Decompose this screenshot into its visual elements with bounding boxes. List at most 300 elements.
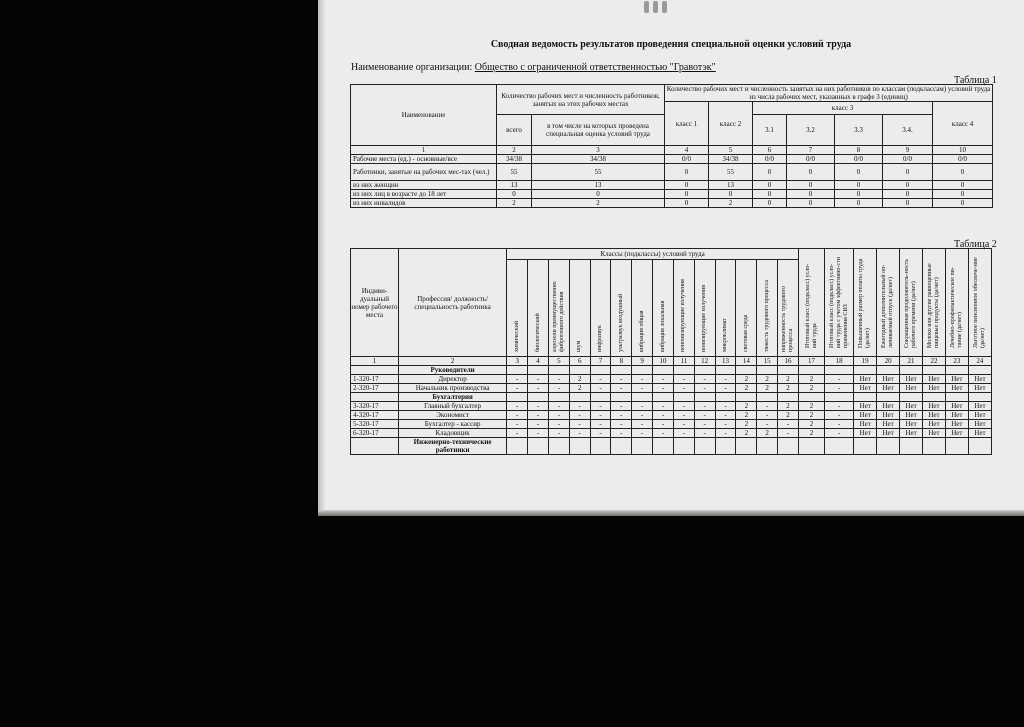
row-value: - bbox=[715, 420, 736, 429]
row-value: Нет bbox=[900, 411, 923, 420]
section-empty bbox=[694, 438, 715, 455]
table-row bbox=[351, 181, 993, 190]
row-value: - bbox=[673, 384, 694, 393]
column-number: 3 bbox=[532, 146, 665, 155]
row-value: - bbox=[569, 402, 590, 411]
page-edge bbox=[318, 510, 1024, 516]
row-name: из них инвалидов bbox=[351, 199, 497, 208]
header-count: Количество рабочих мест и численность работников, занятых на этих рабочих местах bbox=[497, 85, 665, 115]
row-value: 0 bbox=[933, 181, 993, 190]
row-value: 2 bbox=[757, 375, 778, 384]
column-number: 14 bbox=[736, 357, 757, 366]
row-value: Нет bbox=[922, 420, 945, 429]
column-number: 19 bbox=[854, 357, 877, 366]
table-row bbox=[351, 164, 993, 181]
header-extra bbox=[825, 249, 854, 357]
row-value: 0 bbox=[665, 199, 709, 208]
row-value: - bbox=[611, 420, 632, 429]
row-value: - bbox=[715, 402, 736, 411]
header-row bbox=[351, 85, 993, 102]
row-value: - bbox=[694, 375, 715, 384]
header-factor bbox=[548, 260, 569, 357]
row-name: Работники, занятые на рабочих мес-тах (чел.) bbox=[351, 164, 497, 181]
row-value: - bbox=[528, 420, 549, 429]
section-empty bbox=[922, 393, 945, 402]
row-value: - bbox=[632, 411, 653, 420]
column-number: 22 bbox=[922, 357, 945, 366]
row-name: из них лиц в возрасте до 18 лет bbox=[351, 190, 497, 199]
section-empty bbox=[528, 438, 549, 455]
section-row bbox=[351, 393, 992, 402]
column-number: 6 bbox=[569, 357, 590, 366]
header-extra bbox=[799, 249, 825, 357]
vertical-header-text: Льготное пенсионное обеспече-ние (да/нет) bbox=[972, 256, 986, 348]
row-value: - bbox=[825, 384, 854, 393]
row-value: 0 bbox=[665, 190, 709, 199]
header-extra bbox=[945, 249, 968, 357]
row-value: - bbox=[778, 429, 799, 438]
row-value: 0 bbox=[787, 164, 835, 181]
row-value: - bbox=[528, 375, 549, 384]
row-value: - bbox=[673, 402, 694, 411]
header-extra bbox=[854, 249, 877, 357]
section-empty bbox=[694, 366, 715, 375]
section-empty bbox=[548, 366, 569, 375]
vertical-header-text: химический bbox=[513, 320, 520, 352]
section-empty bbox=[548, 438, 569, 455]
vertical-header-text: Ежегодный дополнительный оп-лачиваемый отпуск (да/нет) bbox=[881, 264, 895, 348]
section-empty bbox=[854, 438, 877, 455]
row-value: - bbox=[548, 411, 569, 420]
row-value: - bbox=[548, 429, 569, 438]
header-factor bbox=[590, 260, 611, 357]
row-value: 2 bbox=[799, 402, 825, 411]
row-value: Нет bbox=[968, 411, 991, 420]
column-number: 13 bbox=[715, 357, 736, 366]
profession: Начальник производства bbox=[398, 384, 506, 393]
row-value: - bbox=[653, 420, 674, 429]
row-value: - bbox=[715, 384, 736, 393]
vertical-header-text: Молоко или другие равноценные пищевые продукты (да/нет) bbox=[926, 262, 940, 348]
vertical-header-text: инфразвук bbox=[597, 325, 604, 352]
row-value: - bbox=[507, 384, 528, 393]
row-value: - bbox=[590, 375, 611, 384]
section-empty bbox=[611, 393, 632, 402]
row-value: Нет bbox=[922, 429, 945, 438]
row-value: Нет bbox=[968, 420, 991, 429]
row-value: Нет bbox=[877, 375, 900, 384]
row-value: Нет bbox=[945, 375, 968, 384]
row-value: 0/0 bbox=[665, 155, 709, 164]
section-empty bbox=[877, 438, 900, 455]
table-row bbox=[351, 199, 993, 208]
row-value: 0 bbox=[835, 164, 883, 181]
vertical-header-text: шум bbox=[576, 340, 583, 352]
section-empty bbox=[945, 366, 968, 375]
section-empty bbox=[922, 366, 945, 375]
row-value: - bbox=[590, 411, 611, 420]
row-value: Нет bbox=[945, 402, 968, 411]
row-value: 2 bbox=[778, 384, 799, 393]
column-number: 11 bbox=[673, 357, 694, 366]
section-empty bbox=[877, 393, 900, 402]
row-value: 2 bbox=[736, 384, 757, 393]
row-value: 0 bbox=[753, 164, 787, 181]
row-value: Нет bbox=[900, 402, 923, 411]
row-value: - bbox=[590, 420, 611, 429]
row-value: - bbox=[778, 420, 799, 429]
document-title: Сводная ведомость результатов проведения специальной оценки условий труда bbox=[490, 39, 852, 50]
section-empty bbox=[945, 393, 968, 402]
row-value: Нет bbox=[900, 420, 923, 429]
section-empty bbox=[799, 438, 825, 455]
row-value: - bbox=[548, 384, 569, 393]
row-value: 0/0 bbox=[787, 155, 835, 164]
row-value: 0 bbox=[665, 181, 709, 190]
section-empty bbox=[825, 438, 854, 455]
profession: Экономист bbox=[398, 411, 506, 420]
column-number: 12 bbox=[694, 357, 715, 366]
vertical-header-text: световая среда bbox=[742, 314, 749, 352]
section-empty bbox=[736, 393, 757, 402]
section-row bbox=[351, 366, 992, 375]
section-empty bbox=[736, 366, 757, 375]
row-value: - bbox=[653, 384, 674, 393]
header-total: всего bbox=[497, 115, 532, 146]
column-number: 2 bbox=[398, 357, 506, 366]
row-value: - bbox=[653, 375, 674, 384]
row-value: 2 bbox=[569, 375, 590, 384]
header-assessed: в том числе на которых проведена специальная оценка условий труда bbox=[532, 115, 665, 146]
document-page bbox=[318, 0, 1024, 510]
row-value: Нет bbox=[854, 420, 877, 429]
column-number: 15 bbox=[757, 357, 778, 366]
row-value: 0 bbox=[787, 181, 835, 190]
vertical-header-text: аэрозоли преимущественно фиброгенного действия bbox=[551, 281, 565, 352]
profession: Директор bbox=[398, 375, 506, 384]
table-row bbox=[351, 384, 992, 393]
row-value: 0 bbox=[933, 164, 993, 181]
section-empty bbox=[507, 366, 528, 375]
row-value: - bbox=[694, 429, 715, 438]
section-empty bbox=[632, 393, 653, 402]
row-value: 0 bbox=[835, 199, 883, 208]
section-title: Инженерно-технические работники bbox=[398, 438, 506, 455]
vertical-header-text: Повышенный размер оплаты труда (да/нет) bbox=[858, 258, 872, 348]
header-factor bbox=[569, 260, 590, 357]
row-value: - bbox=[653, 429, 674, 438]
section-empty bbox=[569, 438, 590, 455]
column-number: 7 bbox=[787, 146, 835, 155]
row-value: 2 bbox=[736, 411, 757, 420]
section-empty bbox=[757, 393, 778, 402]
row-value: 34/38 bbox=[709, 155, 753, 164]
table-row bbox=[351, 402, 992, 411]
row-value: - bbox=[673, 375, 694, 384]
row-value: Нет bbox=[945, 420, 968, 429]
header-class3: класс 3 bbox=[753, 102, 933, 115]
workplace-id: 4-320-17 bbox=[351, 411, 399, 420]
table-row bbox=[351, 375, 992, 384]
column-number: 24 bbox=[968, 357, 991, 366]
section-empty bbox=[673, 366, 694, 375]
row-value: 2 bbox=[757, 384, 778, 393]
row-value: 0 bbox=[933, 190, 993, 199]
row-value: Нет bbox=[854, 429, 877, 438]
column-number: 1 bbox=[351, 146, 497, 155]
table-row bbox=[351, 190, 993, 199]
section-empty bbox=[715, 366, 736, 375]
header-factor bbox=[632, 260, 653, 357]
row-value: - bbox=[653, 402, 674, 411]
row-value: 2 bbox=[736, 429, 757, 438]
column-number: 10 bbox=[933, 146, 993, 155]
section-empty bbox=[715, 438, 736, 455]
row-value: - bbox=[569, 429, 590, 438]
section-empty bbox=[900, 393, 923, 402]
org-name: Общество с ограниченной ответственностью "Гравотэк" bbox=[474, 62, 716, 73]
section-empty bbox=[799, 393, 825, 402]
column-number: 21 bbox=[900, 357, 923, 366]
row-value: 0 bbox=[787, 190, 835, 199]
table-row bbox=[351, 411, 992, 420]
section-empty bbox=[611, 438, 632, 455]
vertical-header-text: напряженность трудового процесса bbox=[781, 286, 795, 352]
section-empty bbox=[611, 366, 632, 375]
row-value: - bbox=[694, 384, 715, 393]
header-factor bbox=[778, 260, 799, 357]
profession: Кладовщик bbox=[398, 429, 506, 438]
row-value: - bbox=[715, 375, 736, 384]
header-subclass: 3.1 bbox=[753, 115, 787, 146]
row-value: 0 bbox=[835, 181, 883, 190]
section-empty bbox=[653, 438, 674, 455]
column-number: 6 bbox=[753, 146, 787, 155]
table-row bbox=[351, 429, 992, 438]
vertical-header-text: ультразвук воздушный bbox=[617, 293, 624, 352]
section-empty bbox=[825, 366, 854, 375]
row-value: - bbox=[528, 384, 549, 393]
section-empty bbox=[653, 366, 674, 375]
section-empty bbox=[736, 438, 757, 455]
column-number: 1 bbox=[351, 357, 399, 366]
section-empty bbox=[507, 438, 528, 455]
row-value: 0 bbox=[883, 164, 933, 181]
row-value: - bbox=[507, 420, 528, 429]
row-value: 2 bbox=[799, 411, 825, 420]
row-value: Нет bbox=[922, 402, 945, 411]
row-value: - bbox=[611, 429, 632, 438]
column-number-row bbox=[351, 146, 993, 155]
row-value: 0/0 bbox=[835, 155, 883, 164]
table1-caption: Таблица 1 bbox=[954, 75, 997, 86]
row-value: Нет bbox=[968, 429, 991, 438]
row-value: - bbox=[673, 420, 694, 429]
row-value: Нет bbox=[968, 402, 991, 411]
section-empty bbox=[632, 366, 653, 375]
row-value: - bbox=[632, 420, 653, 429]
row-value: - bbox=[611, 402, 632, 411]
binding-rings bbox=[644, 0, 674, 14]
vertical-header-text: тяжесть трудового процесса bbox=[763, 280, 770, 352]
row-value: - bbox=[825, 402, 854, 411]
section-spacer bbox=[351, 366, 399, 375]
vertical-header-text: Сокращенная продолжитель-ность рабочего времени (да/нет) bbox=[904, 258, 918, 348]
row-value: 2 bbox=[778, 411, 799, 420]
row-value: - bbox=[548, 420, 569, 429]
row-value: 0 bbox=[883, 199, 933, 208]
row-value: 0 bbox=[753, 199, 787, 208]
header-classes: Количество рабочих мест и численность занятых на них работников по классам (подклассам) условий труда из числа рабочих мест, указанных в графе 3 (единиц) bbox=[665, 85, 993, 102]
row-value: - bbox=[825, 375, 854, 384]
workplace-id: 3-320-17 bbox=[351, 402, 399, 411]
column-number: 5 bbox=[709, 146, 753, 155]
section-empty bbox=[590, 438, 611, 455]
row-value: 13 bbox=[532, 181, 665, 190]
row-value: - bbox=[611, 411, 632, 420]
section-empty bbox=[968, 366, 991, 375]
row-value: - bbox=[825, 429, 854, 438]
row-value: - bbox=[694, 402, 715, 411]
row-value: Нет bbox=[854, 375, 877, 384]
column-number: 9 bbox=[632, 357, 653, 366]
column-number: 4 bbox=[528, 357, 549, 366]
row-value: 0 bbox=[883, 181, 933, 190]
vertical-header-text: ионизирующие излучения bbox=[701, 284, 708, 352]
row-value: 2 bbox=[799, 429, 825, 438]
section-empty bbox=[854, 366, 877, 375]
row-value: 0/0 bbox=[933, 155, 993, 164]
row-value: 2 bbox=[736, 375, 757, 384]
vertical-header-text: неионизирующие излучения bbox=[680, 279, 687, 352]
row-name: Рабочие места (ед.) - основные/все bbox=[351, 155, 497, 164]
header-subclass: 3.3 bbox=[835, 115, 883, 146]
row-value: 34/38 bbox=[532, 155, 665, 164]
column-number: 8 bbox=[611, 357, 632, 366]
row-value: Нет bbox=[968, 384, 991, 393]
header-class4: класс 4 bbox=[933, 102, 993, 146]
row-value: - bbox=[569, 411, 590, 420]
row-value: - bbox=[632, 375, 653, 384]
column-number: 2 bbox=[497, 146, 532, 155]
column-number: 7 bbox=[590, 357, 611, 366]
row-value: Нет bbox=[945, 384, 968, 393]
row-value: Нет bbox=[900, 429, 923, 438]
row-value: - bbox=[694, 411, 715, 420]
section-empty bbox=[900, 438, 923, 455]
row-value: Нет bbox=[945, 429, 968, 438]
row-value: - bbox=[590, 384, 611, 393]
row-value: - bbox=[632, 402, 653, 411]
row-value: 34/38 bbox=[497, 155, 532, 164]
table-row bbox=[351, 420, 992, 429]
section-empty bbox=[900, 366, 923, 375]
header-factor bbox=[611, 260, 632, 357]
workplace-id: 1-320-17 bbox=[351, 375, 399, 384]
row-value: Нет bbox=[854, 402, 877, 411]
header-profession: Профессия/ должность/ специальность работника bbox=[398, 249, 506, 357]
column-number: 3 bbox=[507, 357, 528, 366]
row-value: - bbox=[632, 384, 653, 393]
section-title: Руководители bbox=[398, 366, 506, 375]
row-value: 0 bbox=[753, 190, 787, 199]
row-value: 2 bbox=[497, 199, 532, 208]
section-empty bbox=[632, 438, 653, 455]
workplace-id: 6-320-17 bbox=[351, 429, 399, 438]
row-value: 2 bbox=[709, 199, 753, 208]
section-empty bbox=[569, 366, 590, 375]
vertical-header-text: Лечебно-профилактическое пи-тание (да/нет) bbox=[949, 266, 963, 348]
section-empty bbox=[715, 393, 736, 402]
row-name: из них женщин bbox=[351, 181, 497, 190]
row-value: - bbox=[548, 375, 569, 384]
column-number: 18 bbox=[825, 357, 854, 366]
section-empty bbox=[778, 393, 799, 402]
row-value: 0/0 bbox=[753, 155, 787, 164]
section-empty bbox=[968, 393, 991, 402]
row-value: Нет bbox=[854, 411, 877, 420]
header-factor bbox=[736, 260, 757, 357]
section-empty bbox=[673, 393, 694, 402]
organization-line bbox=[351, 62, 716, 73]
row-value: 0 bbox=[497, 190, 532, 199]
summary-table bbox=[350, 84, 993, 208]
profession: Главный бухгалтер bbox=[398, 402, 506, 411]
header-factor bbox=[507, 260, 528, 357]
row-value: - bbox=[569, 420, 590, 429]
header-factor bbox=[673, 260, 694, 357]
header-factor bbox=[715, 260, 736, 357]
header-name: Наименование bbox=[351, 85, 497, 146]
row-value: - bbox=[757, 402, 778, 411]
row-value: Нет bbox=[877, 384, 900, 393]
header-extra bbox=[877, 249, 900, 357]
row-value: 55 bbox=[709, 164, 753, 181]
row-value: Нет bbox=[945, 411, 968, 420]
section-empty bbox=[778, 438, 799, 455]
row-value: 2 bbox=[778, 402, 799, 411]
row-value: - bbox=[673, 411, 694, 420]
column-number: 17 bbox=[799, 357, 825, 366]
section-empty bbox=[673, 438, 694, 455]
row-value: - bbox=[507, 402, 528, 411]
row-value: 0 bbox=[753, 181, 787, 190]
row-value: - bbox=[548, 402, 569, 411]
vertical-header-text: вибрация локальная bbox=[659, 300, 666, 352]
row-value: - bbox=[757, 420, 778, 429]
vertical-header-text: вибрация общая bbox=[638, 310, 645, 352]
column-number: 10 bbox=[653, 357, 674, 366]
vertical-header-text: микроклимат bbox=[721, 318, 728, 352]
row-value: 0 bbox=[883, 190, 933, 199]
header-factor bbox=[694, 260, 715, 357]
workplace-id: 2-320-17 bbox=[351, 384, 399, 393]
section-empty bbox=[569, 393, 590, 402]
vertical-header-text: Итоговый класс (подкласс) усло-вий труда bbox=[804, 263, 818, 348]
row-value: 2 bbox=[569, 384, 590, 393]
row-value: 0 bbox=[709, 190, 753, 199]
column-number: 20 bbox=[877, 357, 900, 366]
section-empty bbox=[945, 438, 968, 455]
section-empty bbox=[528, 366, 549, 375]
row-value: - bbox=[757, 411, 778, 420]
row-value: - bbox=[611, 384, 632, 393]
section-empty bbox=[757, 366, 778, 375]
org-label: Наименование организации: bbox=[351, 62, 473, 73]
row-value: - bbox=[528, 429, 549, 438]
row-value: - bbox=[507, 429, 528, 438]
section-empty bbox=[799, 366, 825, 375]
